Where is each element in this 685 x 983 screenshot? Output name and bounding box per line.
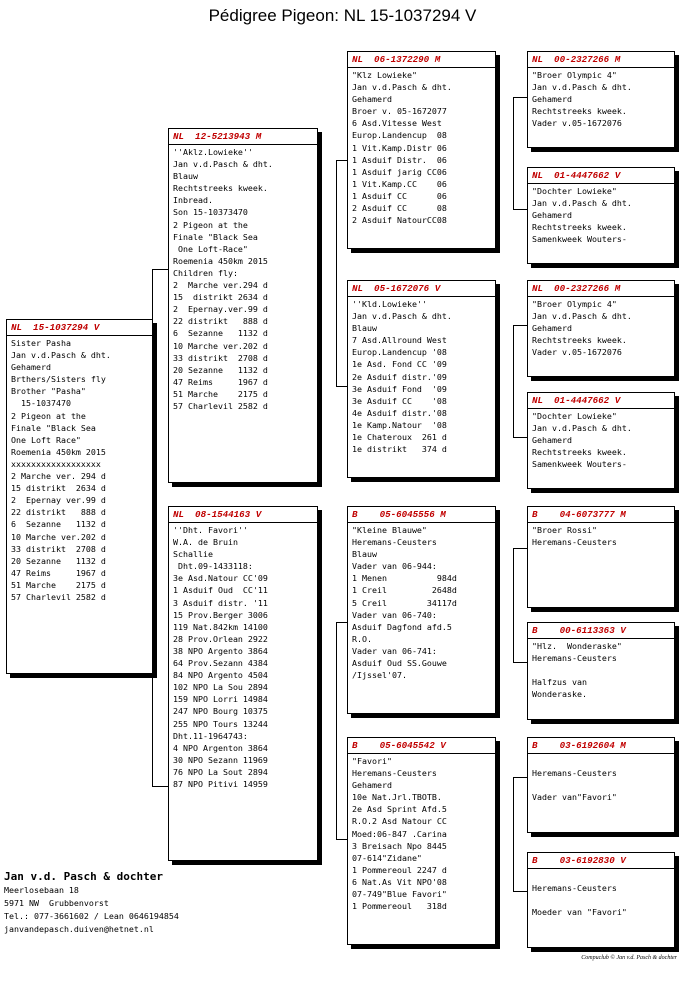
pigeon-info-line: W.A. de Bruin xyxy=(173,537,238,548)
pigeon-info-line: Heremans-Ceusters xyxy=(532,768,617,779)
ring-number: B 00-6113363 V xyxy=(528,625,674,639)
ring-number: NL 01-4447662 V xyxy=(528,170,674,184)
pigeon-info-line: Rechtstreeks kweek. xyxy=(532,335,627,346)
pigeon-info-line: 30 NPO Sezann 11969 xyxy=(173,754,268,765)
pigeon-info-line: Heremans-Ceusters xyxy=(532,653,617,664)
pigeon-info-line xyxy=(532,664,670,676)
pigeon-info-line: Jan v.d.Pasch & dht. xyxy=(532,423,632,434)
pigeon-info-line: 64 Prov.Sezann 4384 xyxy=(173,658,268,669)
pigeon-info-line: 07-614"Zidane" xyxy=(352,852,422,863)
pigeon-info-line: 1 Creil 2648d xyxy=(352,585,457,596)
pigeon-info-line: Blauw xyxy=(352,323,377,334)
pigeon-info-line: Asduif Oud SS.Gouwe xyxy=(352,658,447,669)
pigeon-info-line: 2 Asduif CC 08 xyxy=(352,203,447,214)
ring-number: NL 00-2327266 M xyxy=(528,283,674,297)
pigeon-info-line: 5 Creil 34117d xyxy=(352,597,457,608)
pigeon-info-line: Europ.Landencup '08 xyxy=(352,347,447,358)
pigeon-info-line xyxy=(532,894,670,906)
pigeon-info-line: 2 Epernay.ver.99 d xyxy=(173,304,268,315)
pigeon-info-line: 102 NPO La Sou 2894 xyxy=(173,682,268,693)
pigeon-info-line: 119 Nat.842km 14100 xyxy=(173,621,268,632)
pigeon-info-line: 57 Charlevil 2582 d xyxy=(173,400,268,411)
pigeon-info-line: 1e Asd. Fond CC '09 xyxy=(352,359,447,370)
connector-line xyxy=(513,437,528,438)
pigeon-info-line: 38 NPO Argento 3864 xyxy=(173,645,268,656)
pigeon-info-line: 1 Vit.Kamp.Distr 06 xyxy=(352,142,447,153)
pigeon-info-line: 2 Asduif NatourCC08 xyxy=(352,215,447,226)
pigeon-info-line: 07-749"Blue Favori" xyxy=(352,889,447,900)
pigeon-info-line: xxxxxxxxxxxxxxxxxx xyxy=(11,458,101,469)
pigeon-info-line: One Loft-Race" xyxy=(173,243,248,254)
pigeon-info-line: Rechtstreeks kweek. xyxy=(532,106,627,117)
pigeon-info-line: Heremans-Ceusters xyxy=(532,537,617,548)
pigeon-info-line: Jan v.d.Pasch & dht. xyxy=(173,159,273,170)
pigeon-card-ggp-6[interactable] xyxy=(527,622,675,720)
pigeon-info-line: 2e Asduif distr.'09 xyxy=(352,371,447,382)
pigeon-info-line: Blauw xyxy=(173,171,198,182)
pigeon-info-line: Gehamerd xyxy=(352,780,392,791)
pigeon-card-ggp-1[interactable] xyxy=(527,51,675,148)
connector-line xyxy=(513,548,514,662)
pigeon-info-line: Vader van 06-944: xyxy=(352,561,437,572)
pigeon-card-ggp-3[interactable] xyxy=(527,280,675,377)
pigeon-info-line: Vader v.05-1672076 xyxy=(532,347,622,358)
pigeon-info-line: 15-1037470 xyxy=(11,398,71,409)
ring-number: B 04-6073777 M xyxy=(528,509,674,523)
pigeon-info-line: Wonderaske. xyxy=(532,689,587,700)
pigeon-info-line: 1 Asduif CC 06 xyxy=(352,190,447,201)
pigeon-info-line: /Ijssel'07. xyxy=(352,670,407,681)
ring-number: B 03-6192830 V xyxy=(528,855,674,869)
pigeon-info-line: 1 Asduif Distr. 06 xyxy=(352,154,447,165)
connector-line xyxy=(513,97,514,209)
owner-email: janvandepasch.duiven@hetnet.nl xyxy=(4,924,154,934)
pigeon-info-line: Gehamerd xyxy=(532,210,572,221)
pigeon-info-line: Dht.11-1964743: xyxy=(173,730,248,741)
pigeon-info-line: Gehamerd xyxy=(532,94,572,105)
pigeon-info-line: Jan v.d.Pasch & dht. xyxy=(352,82,452,93)
connector-line xyxy=(513,209,528,210)
pigeon-info-line: Brother "Pasha" xyxy=(11,386,86,397)
pigeon-info-line: 3e Asduif CC '08 xyxy=(352,395,447,406)
pigeon-info-line: ''Aklz.Lowieke'' xyxy=(173,147,253,157)
pigeon-info-line: Moeder van "Favori" xyxy=(532,907,627,918)
pigeon-info-line: Schallie xyxy=(173,549,213,560)
connector-line xyxy=(513,891,528,892)
pigeon-info-line: "Favori" xyxy=(352,756,392,766)
pigeon-info-line: Rechtstreeks kweek. xyxy=(532,222,627,233)
pigeon-info-line: 1 Pommereoul 318d xyxy=(352,901,447,912)
connector-line xyxy=(152,269,168,270)
pigeon-info-line: Dht.09-1433118: xyxy=(173,561,253,572)
pigeon-info-line: ''Kld.Lowieke'' xyxy=(352,299,427,309)
pigeon-info-line: 20 Sezanne 1132 d xyxy=(173,364,268,375)
pigeon-info-line: "Hlz. Wonderaske" xyxy=(532,641,622,651)
pigeon-info-line: Halfzus van xyxy=(532,677,587,688)
ring-number: NL 01-4447662 V xyxy=(528,395,674,409)
pigeon-info-line: 51 Marche 2175 d xyxy=(11,579,106,590)
pigeon-info-line: 10e Nat.Jrl.TBOTB. xyxy=(352,792,442,803)
pigeon-info-line: 15 distrikt 2634 d xyxy=(11,483,106,494)
pigeon-info-line: R.O.2 Asd Natour CC xyxy=(352,816,447,827)
pigeon-info-line: "Kleine Blauwe" xyxy=(352,525,427,535)
pigeon-info-line: ''Dht. Favori'' xyxy=(173,525,248,535)
pigeon-info-line: Sister Pasha xyxy=(11,338,71,348)
pigeon-info-line: R.O. xyxy=(352,633,372,644)
pigeon-info-line: 1 Vit.Kamp.CC 06 xyxy=(352,178,447,189)
pigeon-info-line: Children fly: xyxy=(173,267,238,278)
pigeon-info-line: Son 15-10373470 xyxy=(173,207,248,218)
pigeon-info-line: 87 NPO Pitivi 14959 xyxy=(173,778,268,789)
pigeon-info-line: 7 Asd.Allround West xyxy=(352,335,447,346)
pigeon-info-line: 20 Sezanne 1132 d xyxy=(11,555,106,566)
connector-line xyxy=(513,97,528,98)
pigeon-info-line: 15 distrikt 2634 d xyxy=(173,292,268,303)
owner-info xyxy=(4,869,179,936)
owner-city: 5971 NW Grubbenvorst xyxy=(4,898,109,908)
connector-line xyxy=(513,325,514,437)
ring-number: NL 12-5213943 M xyxy=(169,131,317,145)
pigeon-info-line: "Klz Lowieke" xyxy=(352,70,417,80)
connector-line xyxy=(513,662,528,663)
pigeon-info-line: Jan v.d.Pasch & dht. xyxy=(11,350,111,361)
pigeon-info-line: 84 NPO Argento 4504 xyxy=(173,670,268,681)
pigeon-info-line: 4e Asduif distr.'08 xyxy=(352,407,447,418)
pigeon-info-line xyxy=(532,779,670,791)
pigeon-info-line: "Broer Olympic 4" xyxy=(532,70,617,80)
connector-line xyxy=(513,548,528,549)
pigeon-info-line: 10 Marche ver.202 d xyxy=(11,531,106,542)
pigeon-info-line: Samenkweek Wouters- xyxy=(532,234,627,245)
pigeon-info-line: Vader van"Favori" xyxy=(532,792,617,803)
pigeon-info-line: Vader van 06-741: xyxy=(352,645,437,656)
pigeon-info-line: Finale "Black Sea xyxy=(11,422,96,433)
pigeon-info-line: 6 Asd.Vitesse West xyxy=(352,118,442,129)
owner-name: Jan v.d. Pasch & dochter xyxy=(4,870,163,883)
pigeon-info-line: 6 Sezanne 1132 d xyxy=(11,519,106,530)
pigeon-info-line: Gehamerd xyxy=(532,323,572,334)
pigeon-info-line: 4 NPO Argenton 3864 xyxy=(173,742,268,753)
ring-number: B 05-6045542 V xyxy=(348,740,495,754)
footer-credit: Compuclub © Jan v.d. Pasch & dochter xyxy=(581,955,677,961)
ring-number: NL 08-1544163 V xyxy=(169,509,317,523)
pigeon-info-line: Jan v.d.Pasch & dht. xyxy=(532,311,632,322)
pigeon-info-line: 3 Breisach Npo 8445 xyxy=(352,840,447,851)
ring-number: NL 05-1672076 V xyxy=(348,283,495,297)
pigeon-info-line: 1e Kamp.Natour '08 xyxy=(352,419,447,430)
pigeon-info-line: Inbread. xyxy=(173,195,213,206)
pigeon-info-line: 47 Reims 1967 d xyxy=(11,567,106,578)
pigeon-info-line xyxy=(532,870,670,882)
pigeon-info-line: 10 Marche ver.202 d xyxy=(173,340,268,351)
pigeon-info-line: 2 Pigeon at the xyxy=(11,410,86,421)
pigeon-info-line: Broer v. 05-1672077 xyxy=(352,106,447,117)
connector-line xyxy=(513,325,528,326)
pigeon-info-line: "Broer Olympic 4" xyxy=(532,299,617,309)
pigeon-info-line: 47 Reims 1967 d xyxy=(173,376,268,387)
pigeon-info-line: 2 Epernay ver.99 d xyxy=(11,495,106,506)
connector-line xyxy=(152,786,168,787)
pigeon-info-line: 22 distrikt 888 d xyxy=(173,316,268,327)
pigeon-card-ggp-5[interactable] xyxy=(527,506,675,608)
pigeon-info-line: Samenkweek Wouters- xyxy=(532,459,627,470)
ring-number: B 05-6045556 M xyxy=(348,509,495,523)
pigeon-info-line: 22 distrikt 888 d xyxy=(11,507,106,518)
pigeon-card-dam[interactable] xyxy=(168,506,318,861)
pigeon-info-line: Vader v.05-1672076 xyxy=(532,118,622,129)
pigeon-info-line: 57 Charlevil 2582 d xyxy=(11,591,106,602)
page-title: Pédigree Pigeon: NL 15-1037294 V xyxy=(208,6,477,25)
pigeon-info-line: 1 Menen 984d xyxy=(352,573,457,584)
pigeon-info-line: Blauw xyxy=(352,549,377,560)
pigeon-card-dam-sire[interactable] xyxy=(347,506,496,714)
pigeon-card-sire-sire[interactable] xyxy=(347,51,496,249)
pigeon-card-ggp-2[interactable] xyxy=(527,167,675,264)
pigeon-info-line: Heremans-Ceusters xyxy=(532,883,617,894)
pigeon-info-line: 1 Pommereoul 2247 d xyxy=(352,864,447,875)
pigeon-info-line: 15 Prov.Berger 3006 xyxy=(173,609,268,620)
ring-number: NL 00-2327266 M xyxy=(528,54,674,68)
pigeon-info-line: "Dochter Lowieke" xyxy=(532,411,617,421)
pigeon-info-line: "Dochter Lowieke" xyxy=(532,186,617,196)
pigeon-info-line: 2e Asd Sprint Afd.5 xyxy=(352,804,447,815)
ring-number: NL 15-1037294 V xyxy=(7,322,152,336)
pigeon-info-line: 2 Marche ver.294 d xyxy=(173,280,268,291)
owner-phone: Tel.: 077-3661602 / Lean 0646194854 xyxy=(4,911,179,921)
pigeon-card-sire[interactable] xyxy=(168,128,318,483)
pigeon-info-line: Asduif Dagfond afd.5 xyxy=(352,621,452,632)
pigeon-info-line: 6 Nat.As Vit NPO'08 xyxy=(352,876,447,887)
pigeon-info-line: 159 NPO Lorri 14984 xyxy=(173,694,268,705)
pigeon-info-line: Gehamerd xyxy=(11,362,51,373)
pigeon-card-ggp-8[interactable] xyxy=(527,852,675,948)
pigeon-info-line: Roemenia 450km 2015 xyxy=(11,446,106,457)
pigeon-info-line: 1 Asduif Oud CC'11 xyxy=(173,585,268,596)
connector-line xyxy=(336,622,337,839)
pigeon-card-ggp-7[interactable] xyxy=(527,737,675,833)
owner-address: Meerlosebaan 18 xyxy=(4,885,79,895)
pigeon-info-line: Gehamerd xyxy=(352,94,392,105)
pigeon-info-line: Brthers/Sisters fly xyxy=(11,374,106,385)
pigeon-info-line: 1e distrikt 374 d xyxy=(352,444,447,455)
pigeon-info-line: Rechtstreeks kweek. xyxy=(173,183,268,194)
pigeon-info-line: Rechtstreeks kweek. xyxy=(532,447,627,458)
pigeon-info-line: Jan v.d.Pasch & dht. xyxy=(352,311,452,322)
pigeon-info-line: 3e Asduif Fond '09 xyxy=(352,383,447,394)
pigeon-info-line: 3 Asduif distr. '11 xyxy=(173,597,268,608)
connector-line xyxy=(336,160,337,386)
pigeon-info-line: Jan v.d.Pasch & dht. xyxy=(532,198,632,209)
pigeon-info-line: One Loft Race" xyxy=(11,434,81,445)
pigeon-info-line: Jan v.d.Pasch & dht. xyxy=(532,82,632,93)
pigeon-info-line: 247 NPO Bourg 10375 xyxy=(173,706,268,717)
pigeon-info-line: 33 distrikt 2708 d xyxy=(173,352,268,363)
pigeon-info-line xyxy=(532,755,670,767)
pigeon-info-line: Vader van 06-740: xyxy=(352,609,437,620)
pigeon-info-line: 3e Asd.Natour CC'09 xyxy=(173,573,268,584)
pigeon-info-line: 33 distrikt 2708 d xyxy=(11,543,106,554)
connector-line xyxy=(513,777,528,778)
pigeon-info-line: Europ.Landencup 08 xyxy=(352,130,447,141)
pigeon-info-line: Roemenia 450km 2015 xyxy=(173,255,268,266)
pigeon-info-line: Moed:06-847 .Carina xyxy=(352,828,447,839)
pigeon-card-dam-dam[interactable] xyxy=(347,737,496,945)
pigeon-card-sire-dam[interactable] xyxy=(347,280,496,478)
pigeon-info-line: 2 Marche ver. 294 d xyxy=(11,471,106,482)
pigeon-info-line: 1e Chateroux 261 d xyxy=(352,432,447,443)
pigeon-info-line: 6 Sezanne 1132 d xyxy=(173,328,268,339)
pigeon-info-line: 255 NPO Tours 13244 xyxy=(173,718,268,729)
pigeon-info-line: 76 NPO La Sout 2894 xyxy=(173,766,268,777)
pigeon-card-subject[interactable] xyxy=(6,319,153,674)
pigeon-info-line: Gehamerd xyxy=(532,435,572,446)
pigeon-info-line: Finale "Black Sea xyxy=(173,231,258,242)
pigeon-info-line: Heremans-Ceusters xyxy=(352,768,437,779)
pigeon-info-line: 28 Prov.Orlean 2922 xyxy=(173,633,268,644)
pigeon-info-line: "Broer Rossi" xyxy=(532,525,597,535)
pigeon-info-line: 51 Marche 2175 d xyxy=(173,388,268,399)
ring-number: B 03-6192604 M xyxy=(528,740,674,754)
pigeon-info-line: Heremans-Ceusters xyxy=(352,537,437,548)
pigeon-card-ggp-4[interactable] xyxy=(527,392,675,489)
connector-line xyxy=(513,777,514,891)
pigeon-info-line: 1 Asduif jarig CC06 xyxy=(352,166,447,177)
pigeon-info-line: 2 Pigeon at the xyxy=(173,219,248,230)
ring-number: NL 06-1372290 M xyxy=(348,54,495,68)
